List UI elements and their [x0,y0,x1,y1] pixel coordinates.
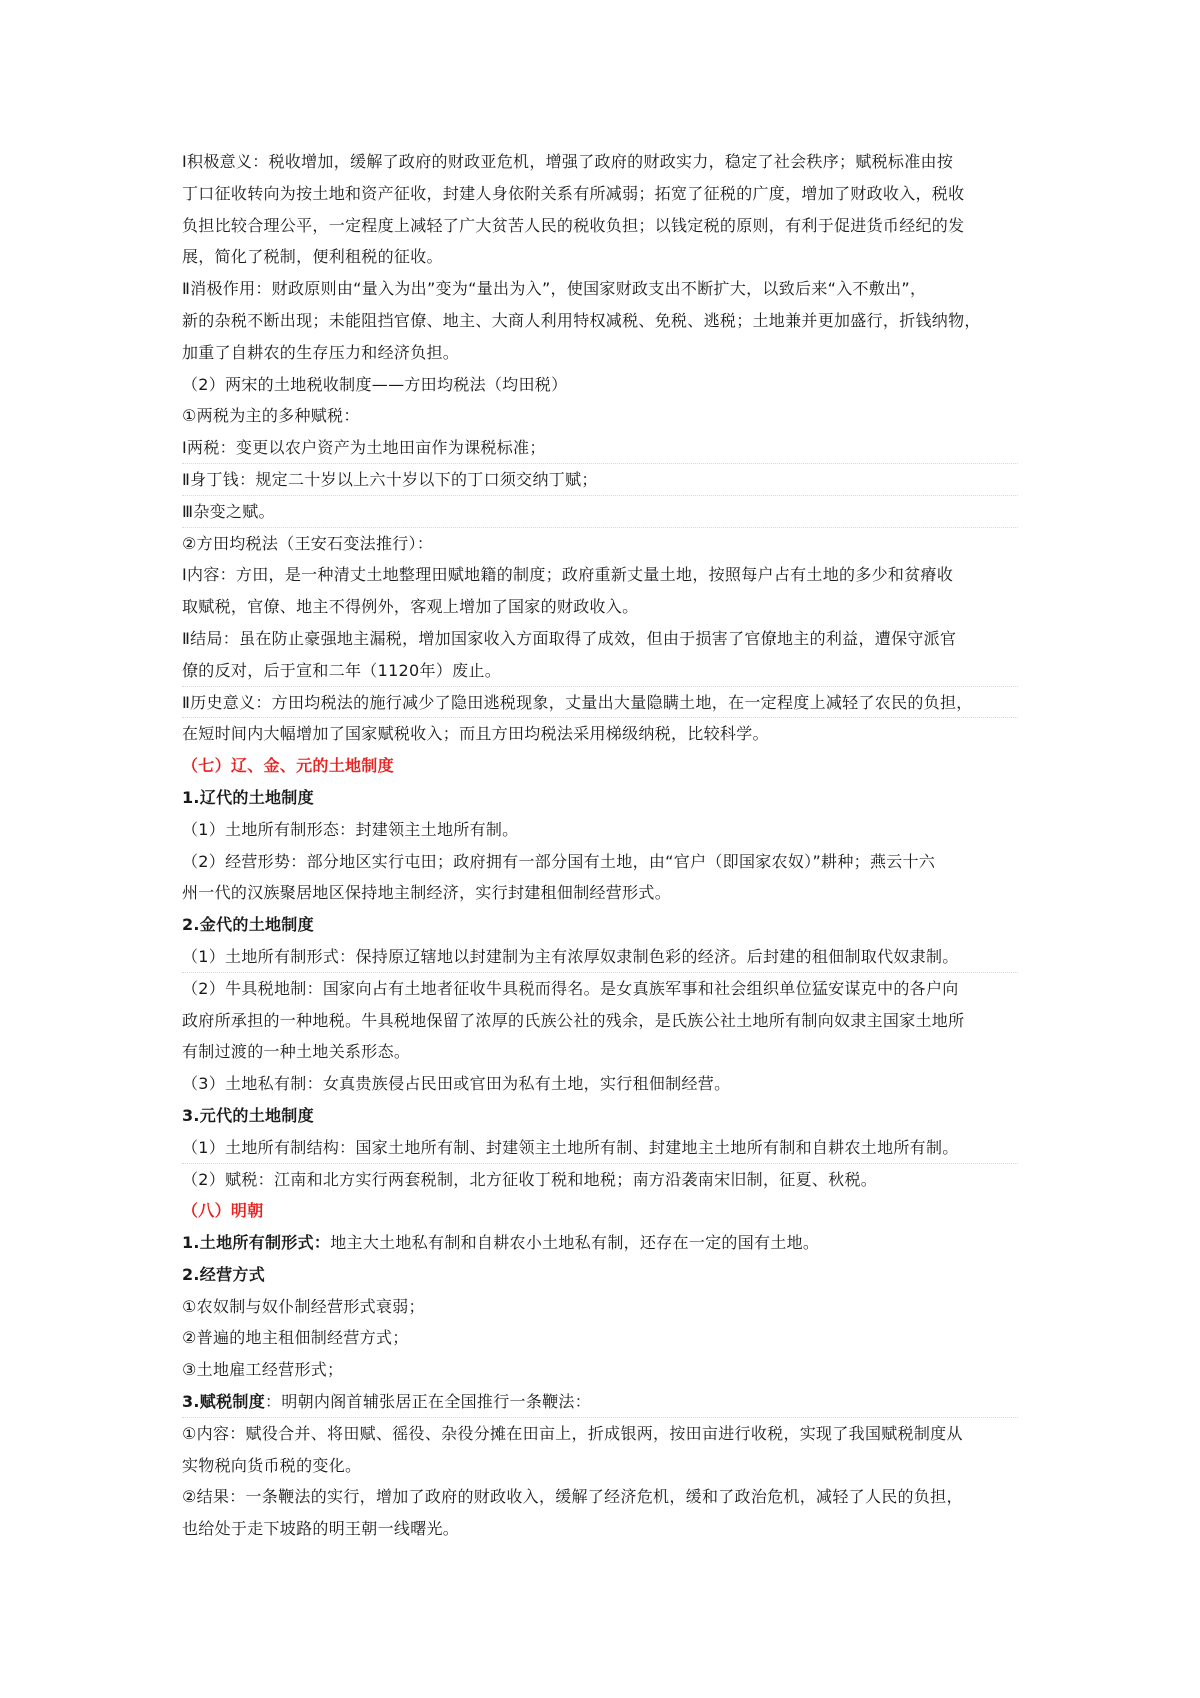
paragraph-line: 加重了自耕农的生存压力和经济负担。 [182,342,460,362]
paragraph-line: Ⅱ消极作用：财政原则由“量入为出”变为“量出为入”，使国家财政支出不断扩大，以致后来“入不敷出”， [182,279,927,299]
paragraph-line: Ⅲ杂变之赋。 [182,496,1018,528]
paragraph-line: 实物税向货币税的变化。 [182,1455,362,1475]
paragraph-line: Ⅱ结局：虽在防止豪强地主漏税，增加国家收入方面取得了成效，但由于损害了官僚地主的利益，遭保守派官 [182,628,957,648]
paragraph-line: 展，简化了税制，便利租税的征收。 [182,247,443,267]
paragraph-line: 也给处于走下坡路的明王朝一线曙光。 [182,1519,460,1539]
paragraph-line: ②结果：一条鞭法的实行，增加了政府的财政收入，缓解了经济危机，缓和了政治危机，减轻了人民的负担， [182,1487,963,1507]
document-body [182,146,1018,1545]
paragraph-line: 丁口征收转向为按土地和资产征收，封建人身依附关系有所减弱；拓宽了征税的广度，增加了财政收入，税收 [182,183,965,203]
paragraph-line [182,1227,1018,1259]
paragraph-line: Ⅰ积极意义：税收增加，缓解了政府的财政亚危机，增强了政府的财政实力，稳定了社会秩序；赋税标准由按 [182,152,954,171]
paragraph-line: Ⅰ两税：变更以农户资产为土地田亩作为课税标准； [182,432,1018,464]
paragraph-line: 取赋税，官僚、地主不得例外，客观上增加了国家的财政收入。 [182,597,639,617]
paragraph-line: （3）土地私有制：女真贵族侵占民田或官田为私有土地，实行租佃制经营。 [182,1074,731,1094]
paragraph-line: 僚的反对，后于宣和二年（1120年）废止。 [182,655,1018,687]
lead-label: 3.赋税制度 [182,1392,266,1412]
subsection-heading: 2.经营方式 [182,1264,266,1284]
paragraph-line [182,1386,1018,1418]
subsection-heading: 1.辽代的土地制度 [182,787,314,807]
paragraph-line: 新的杂税不断出现；未能阻挡官僚、地主、大商人利用特权减税、免税、逃税；土地兼并更加盛行，折钱纳物， [182,310,981,330]
paragraph-line: 有制过渡的一种土地关系形态。 [182,1042,411,1062]
lead-text: 地主大土地私有制和自耕农小土地私有制，还存在一定的国有土地。 [330,1233,820,1253]
section-heading: （八）明朝 [182,1201,264,1221]
paragraph-line: （2）牛具税地制：国家向占有土地者征收牛具税而得名。是女真族军事和社会组织单位猛安谋克中的各户向 [182,978,959,998]
paragraph-line: 州一代的汉族聚居地区保持地主制经济，实行封建租佃制经营形式。 [182,883,672,903]
paragraph-line: Ⅰ内容：方田，是一种清丈土地整理田赋地籍的制度；政府重新丈量土地，按照每户占有土地的多少和贫瘠收 [182,565,954,585]
paragraph-line: （1）土地所有制形态：封建领主土地所有制。 [182,819,519,839]
paragraph-line: （1）土地所有制结构：国家土地所有制、封建领主土地所有制、封建地主土地所有制和自耕农土地所有制。 [182,1132,1018,1164]
paragraph-line: （2）赋税：江南和北方实行两套税制，北方征收丁税和地税；南方沿袭南宋旧制，征夏、秋税。 [182,1169,878,1189]
paragraph-line: 政府所承担的一种地税。牛具税地保留了浓厚的氏族公社的残余，是氏族公社土地所有制向奴隶主国家土地所 [182,1010,965,1030]
paragraph-line: （1）土地所有制形式：保持原辽辖地以封建制为主有浓厚奴隶制色彩的经济。后封建的租佃制取代奴隶制。 [182,941,1018,973]
paragraph-line: Ⅱ历史意义：方田均税法的施行减少了隐田逃税现象，丈量出大量隐瞒土地，在一定程度上减轻了农民的负担， [182,687,1018,719]
lead-text: ：明朝内阁首辅张居正在全国推行一条鞭法： [265,1392,592,1412]
paragraph-line: ①内容：赋役合并、将田赋、徭役、杂役分摊在田亩上，折成银两，按田亩进行收税，实现了我国赋税制度从 [182,1423,963,1443]
paragraph-line: ①农奴制与奴仆制经营形式衰弱； [182,1296,425,1316]
subsection-heading: 3.元代的土地制度 [182,1105,314,1125]
paragraph-line: （2）经营形势：部分地区实行屯田；政府拥有一部分国有土地，由“官户（即国家农奴）”耕种；燕云十六 [182,851,936,871]
subsection-heading: 2.金代的土地制度 [182,915,314,935]
paragraph-line: ③土地雇工经营形式； [182,1360,344,1380]
lead-label: 1.土地所有制形式： [182,1233,331,1253]
paragraph-line: ①两税为主的多种赋税： [182,406,360,426]
paragraph-line: ②普遍的地主租佃制经营方式； [182,1328,409,1348]
paragraph-line: Ⅱ身丁钱：规定二十岁以上六十岁以下的丁口须交纳丁赋； [182,464,1018,496]
paragraph-line: ②方田均税法（王安石变法推行）： [182,533,434,553]
paragraph-line: （2）两宋的土地税收制度——方田均税法（均田税） [182,374,568,394]
paragraph-line: 在短时间内大幅增加了国家赋税收入；而且方田均税法采用梯级纳税，比较科学。 [182,724,769,744]
section-heading: （七）辽、金、元的土地制度 [182,756,394,776]
paragraph-line: 负担比较合理公平，一定程度上减轻了广大贫苦人民的税收负担；以钱定税的原则，有利于促进货币经纪的发 [182,215,965,235]
